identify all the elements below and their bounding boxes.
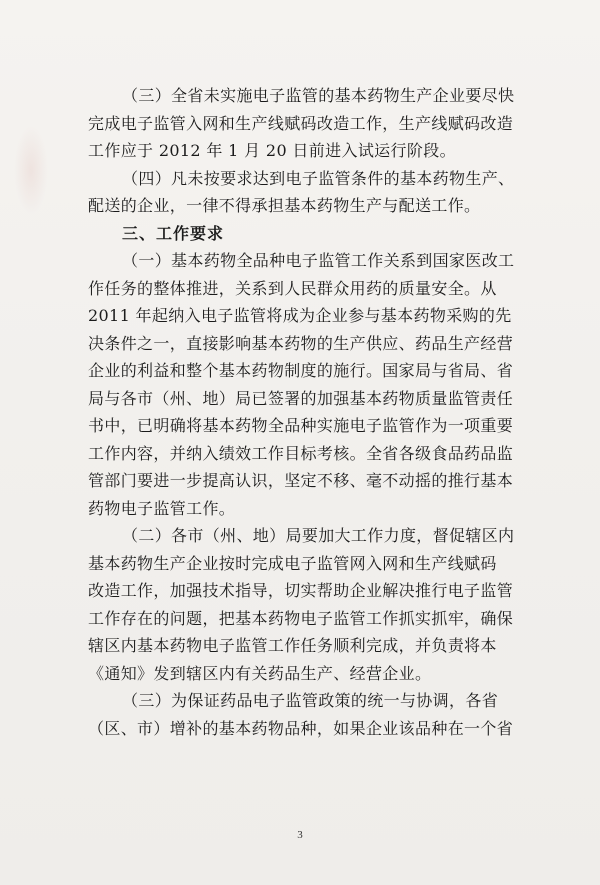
paragraph-line: （四）凡未按要求达到电子监管条件的基本药物生产、	[122, 168, 515, 188]
paragraph-line: 企业的利益和整个基本药物制度的施行。国家局与省局、省	[88, 361, 514, 380]
paragraph-line: 《通知》发到辖区内有关药品生产、经营企业。	[88, 663, 432, 683]
paragraph-line: 决条件之一，直接影响基本药物的生产供应、药品生产经营	[88, 333, 514, 353]
paragraph-line: 工作存在的问题，把基本药物电子监管工作抓实抓牢，确保	[88, 608, 514, 628]
paragraph-line: 完成电子监管入网和生产线赋码改造工作，生产线赋码改造	[88, 113, 514, 133]
paragraph-line: 基本药物生产企业按时完成电子监管网入网和生产线赋码	[88, 553, 497, 573]
page-number: 3	[297, 829, 303, 841]
paragraph-line: （三）为保证药品电子监管政策的统一与协调，各省	[122, 691, 499, 710]
paragraph-line: 药物电子监管工作。	[88, 498, 236, 518]
paragraph-line: 2011 年起纳入电子监管将成为企业参与基本药物采购的先	[88, 306, 512, 325]
paragraph-line: 辖区内基本药物电子监管工作任务顺利完成，并负责将本	[88, 636, 497, 655]
paragraph-line: 管部门要进一步提高认识，坚定不移、毫不动摇的推行基本	[88, 471, 514, 490]
section-heading: 三、工作要求	[122, 223, 225, 243]
paragraph-line: （一）基本药物全品种电子监管工作关系到国家医改工	[122, 251, 515, 270]
paragraph-line: 工作内容，并纳入绩效工作目标考核。全省各级食品药品监	[88, 443, 514, 463]
paragraph-line: 改造工作，加强技术指导，切实帮助企业解决推行电子监管	[88, 581, 514, 600]
paragraph-line: 工作应于 2012 年 1 月 20 日前进入试运行阶段。	[88, 141, 456, 160]
faint-stamp-mark	[14, 125, 48, 215]
document-body	[88, 82, 520, 742]
paragraph-line: （三）全省未实施电子监管的基本药物生产企业要尽快	[122, 86, 515, 105]
paragraph-line: （区、市）增补的基本药物品种，如果企业该品种在一个省	[88, 718, 514, 738]
paragraph-line: 书中，已明确将基本药物全品种实施电子监管作为一项重要	[88, 416, 514, 435]
paragraph-line: （二）各市（州、地）局要加大工作力度，督促辖区内	[122, 526, 515, 545]
paragraph-line: 局与各市（州、地）局已签署的加强基本药物质量监管责任	[88, 388, 514, 408]
paragraph-line: 作任务的整体推进，关系到人民群众用药的质量安全。从	[88, 278, 497, 298]
paragraph-line: 配送的企业，一律不得承担基本药物生产与配送工作。	[88, 196, 481, 215]
